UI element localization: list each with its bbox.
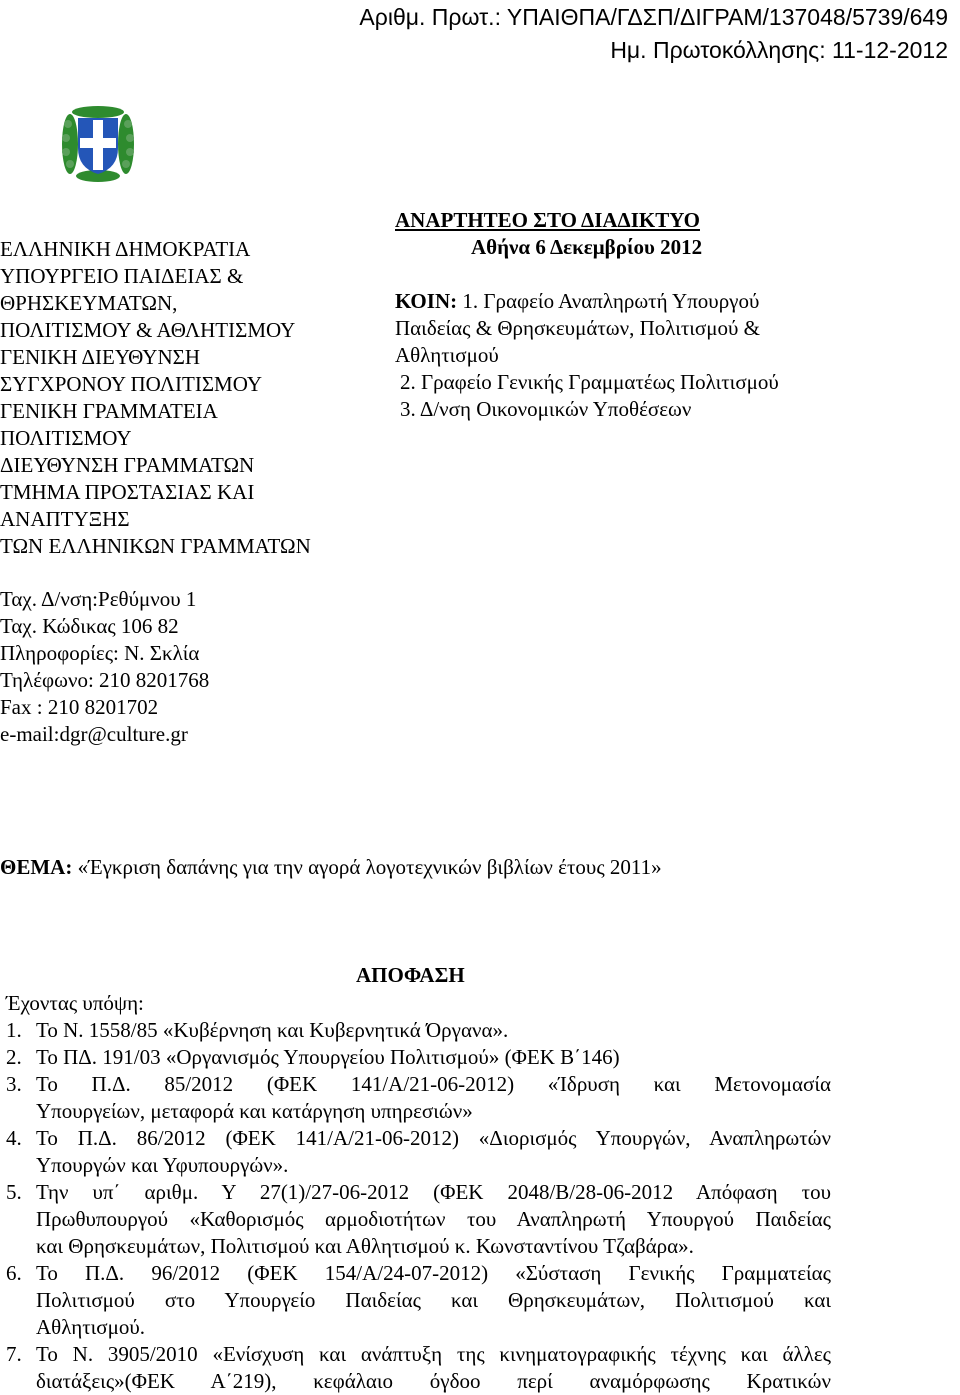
sender-line: ΠΟΛΙΤΙΣΜΟΥ <box>0 426 132 450</box>
sender-line: ΔΙΕΥΘΥΝΣΗ ΓΡΑΜΜΑΤΩΝ <box>0 453 255 477</box>
sender-line: ΘΡΗΣΚΕΥΜΑΤΩΝ, <box>0 291 178 315</box>
koin-line-3: Αθλητισμού <box>395 343 499 367</box>
sender-line: ΤΩΝ ΕΛΛΗΝΙΚΩΝ ΓΡΑΜΜΑΤΩΝ <box>0 534 311 558</box>
sender-line: ΓΕΝΙΚΗ ΓΡΑΜΜΑΤΕΙΑ <box>0 399 218 423</box>
sender-line: ΥΠΟΥΡΓΕΙΟ ΠΑΙΔΕΙΑΣ & <box>0 264 244 288</box>
list-item: 6. Το Π.Δ. 96/2012 (ΦΕΚ 154/Α/24-07-2012) «Σύσταση Γενικής Γραμματείας Πολιτισμού στο Υπουργείο Παιδείας και Θρησκευμάτων, Πολιτισμού και Αθλητισμού. <box>6 1261 831 1339</box>
contact-phone: Τηλέφωνο: 210 8201768 <box>0 668 210 692</box>
list-item: 1. Το Ν. 1558/85 «Κυβέρνηση και Κυβερνητικά Όργανα». <box>6 1018 509 1042</box>
sender-line: ΓΕΝΙΚΗ ΔΙΕΥΘΥΝΣΗ <box>0 345 201 369</box>
sender-line: ΣΥΓΧΡΟΝΟΥ ΠΟΛΙΤΙΣΜΟΥ <box>0 372 263 396</box>
contact-email: e-mail:dgr@culture.gr <box>0 722 188 746</box>
list-item: 3. Το Π.Δ. 85/2012 (ΦΕΚ 141/Α/21-06-2012) «Ίδρυση και Μετονομασία Υπουργείων, μεταφορά και κατάργηση υπηρεσιών» <box>6 1072 831 1123</box>
koin-line-1: ΚΟΙΝ: 1. Γραφείο Αναπληρωτή Υπουργού <box>395 289 760 313</box>
sender-block <box>0 236 311 560</box>
sender-line: ΤΜΗΜΑ ΠΡΟΣΤΑΣΙΑΣ ΚΑΙ <box>0 480 255 504</box>
subject-text: «Έγκριση δαπάνης για την αγορά λογοτεχνικών βιβλίων έτους 2011» <box>72 855 662 879</box>
protocol-number: Αριθμ. Πρωτ.: ΥΠΑΙΘΠΑ/ΓΔΣΠ/ΔΙΓΡΑΜ/137048/5739/649 <box>359 4 948 30</box>
subject-line <box>0 855 662 880</box>
protocol-date: Ημ. Πρωτοκόλλησης: 11-12-2012 <box>610 37 948 63</box>
contact-postcode: Ταχ. Κώδικας 106 82 <box>0 614 179 638</box>
contact-fax: Fax : 210 8201702 <box>0 695 159 719</box>
contact-info: Πληροφορίες: Ν. Σκλία <box>0 641 200 665</box>
place-date: Αθήνα 6 Δεκεμβρίου 2012 <box>471 235 703 259</box>
sender-line: ΕΛΛΗΝΙΚΗ ΔΗΜΟΚΡΑΤΙΑ <box>0 237 251 261</box>
subject-label: ΘΕΜΑ: <box>0 855 73 879</box>
recipients-block <box>395 207 779 423</box>
list-item: 4. Το Π.Δ. 86/2012 (ΦΕΚ 141/Α/21-06-2012) «Διορισμός Υπουργών, Αναπληρωτών Υπουργών και Υφυπουργών». <box>6 1126 831 1177</box>
contact-block <box>0 586 209 748</box>
koin-label: ΚΟΙΝ: <box>395 289 458 313</box>
post-notice: ΑΝΑΡΤΗΤΕΟ ΣΤΟ ΔΙΑΔΙΚΤΥΟ <box>395 208 700 232</box>
sender-line: ΑΝΑΠΤΥΞΗΣ <box>0 507 130 531</box>
list-item: 7. Το Ν. 3905/2010 «Ενίσχυση και ανάπτυξη της κινηματογραφικής τέχνης και άλλες διατάξεις»(ΦΕΚ Α΄219), κεφάλαιο όγδοο περί αναμόρφωσης Κρατικών <box>6 1342 831 1393</box>
list-item: 5. Την υπ΄ αριθμ. Υ 27(1)/27-06-2012 (ΦΕΚ 2048/Β/28-06-2012 Απόφαση του Πρωθυπουργού «Καθορισμός αρμοδιοτήτων του Αναπληρωτή Υπουργού Παιδείας και Θρησκευμάτων, Πολιτισμού και Αθλητισμού κ. Κωνσταντίνου Τζαβάρα». <box>6 1180 831 1258</box>
decision-title: ΑΠΟΦΑΣΗ <box>356 963 465 987</box>
koin-line-5: 3. Δ/νση Οικονομικών Υποθέσεων <box>400 397 692 421</box>
koin-line-2: Παιδείας & Θρησκευμάτων, Πολιτισμού & <box>395 316 760 340</box>
contact-address: Ταχ. Δ/νση:Ρεθύμνου 1 <box>0 587 197 611</box>
list-item: 2. Το ΠΔ. 191/03 «Οργανισμός Υπουργείου Πολιτισμού» (ΦΕΚ Β΄146) <box>6 1045 620 1069</box>
considerations-list <box>6 1017 831 1395</box>
decision-intro: Έχοντας υπόψη: <box>6 991 144 1015</box>
sender-line: ΠΟΛΙΤΙΣΜΟΥ & ΑΘΛΗΤΙΣΜΟΥ <box>0 318 296 342</box>
koin-line-4: 2. Γραφείο Γενικής Γραμματέως Πολιτισμού <box>400 370 779 394</box>
greek-emblem-icon <box>58 104 138 184</box>
